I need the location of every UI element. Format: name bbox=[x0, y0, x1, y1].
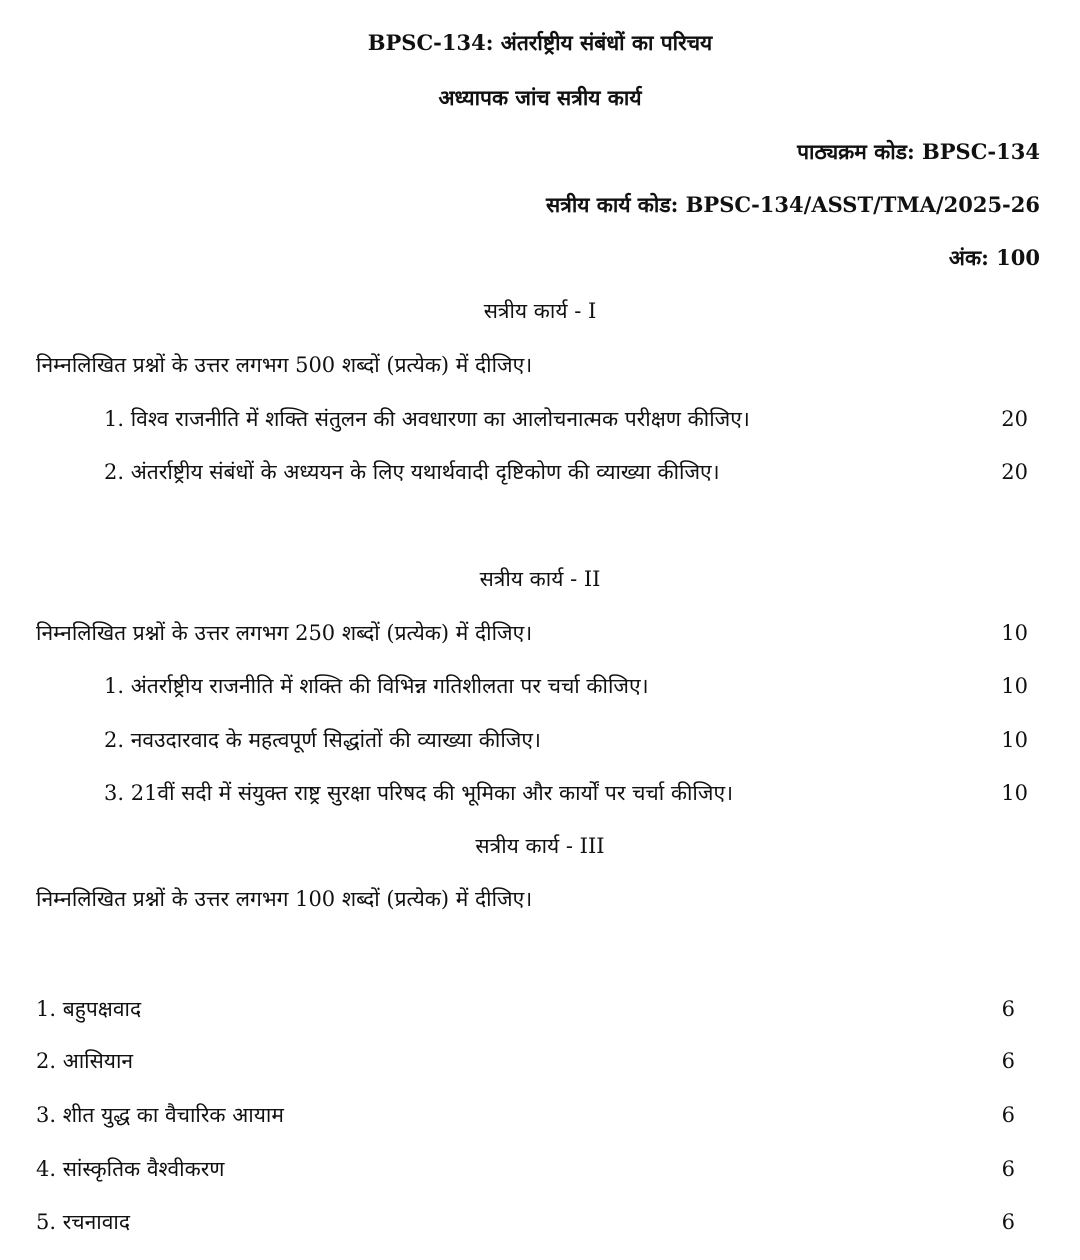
question-text: 4. सांस्कृतिक वैश्वीकरण bbox=[36, 1157, 225, 1181]
question-marks: 6 bbox=[1001, 1103, 1015, 1127]
question-marks: 20 bbox=[1001, 460, 1028, 484]
question-text: 2. आसियान bbox=[36, 1049, 134, 1073]
question-marks: 20 bbox=[1001, 407, 1028, 431]
question-text: 2. अंतर्राष्ट्रीय संबंधों के अध्ययन के लिए यथार्थवादी दृष्टिकोण की व्याख्या कीजिए। bbox=[104, 460, 720, 484]
question-text: 2. नवउदारवाद के महत्वपूर्ण सिद्धांतों की व्याख्या कीजिए। bbox=[104, 728, 541, 752]
question-marks: 6 bbox=[1001, 997, 1015, 1021]
total-marks: अंक: 100 bbox=[948, 245, 1040, 270]
section-3-heading: सत्रीय कार्य - III bbox=[475, 834, 605, 858]
question-text: 1. विश्व राजनीति में शक्ति संतुलन की अवधारणा का आलोचनात्मक परीक्षण कीजिए। bbox=[104, 407, 750, 431]
page-subtitle: अध्यापक जांच सत्रीय कार्य bbox=[438, 85, 642, 110]
section-2-instruction: निम्नलिखित प्रश्नों के उत्तर लगभग 250 शब्दों (प्रत्येक) में दीजिए। bbox=[36, 621, 533, 645]
page-title: BPSC-134: अंतर्राष्ट्रीय संबंधों का परिचय bbox=[367, 30, 713, 55]
question-text: 1. बहुपक्षवाद bbox=[36, 997, 142, 1021]
question-marks: 10 bbox=[1001, 674, 1028, 698]
question-marks: 6 bbox=[1001, 1210, 1015, 1234]
section-1-instruction: निम्नलिखित प्रश्नों के उत्तर लगभग 500 शब्दों (प्रत्येक) में दीजिए। bbox=[36, 353, 533, 377]
question-marks: 10 bbox=[1001, 728, 1028, 752]
question-text: 3. शीत युद्ध का वैचारिक आयाम bbox=[36, 1103, 284, 1127]
question-marks: 10 bbox=[1001, 781, 1028, 805]
section-2-instruction-marks: 10 bbox=[1001, 621, 1028, 645]
question-marks: 6 bbox=[1001, 1049, 1015, 1073]
section-3-instruction: निम्नलिखित प्रश्नों के उत्तर लगभग 100 शब्दों (प्रत्येक) में दीजिए। bbox=[36, 887, 533, 911]
section-1-heading: सत्रीय कार्य - I bbox=[483, 299, 597, 323]
course-code: पाठ्यक्रम कोड: BPSC-134 bbox=[797, 139, 1040, 164]
question-text: 1. अंतर्राष्ट्रीय राजनीति में शक्ति की विभिन्न गतिशीलता पर चर्चा कीजिए। bbox=[104, 674, 649, 698]
question-text: 5. रचनावाद bbox=[36, 1210, 130, 1234]
assignment-code: सत्रीय कार्य कोड: BPSC-134/ASST/TMA/2025-26 bbox=[546, 192, 1040, 217]
section-2-heading: सत्रीय कार्य - II bbox=[479, 567, 601, 591]
question-text: 3. 21वीं सदी में संयुक्त राष्ट्र सुरक्षा परिषद की भूमिका और कार्यों पर चर्चा कीजिए। bbox=[104, 781, 734, 805]
question-marks: 6 bbox=[1001, 1157, 1015, 1181]
